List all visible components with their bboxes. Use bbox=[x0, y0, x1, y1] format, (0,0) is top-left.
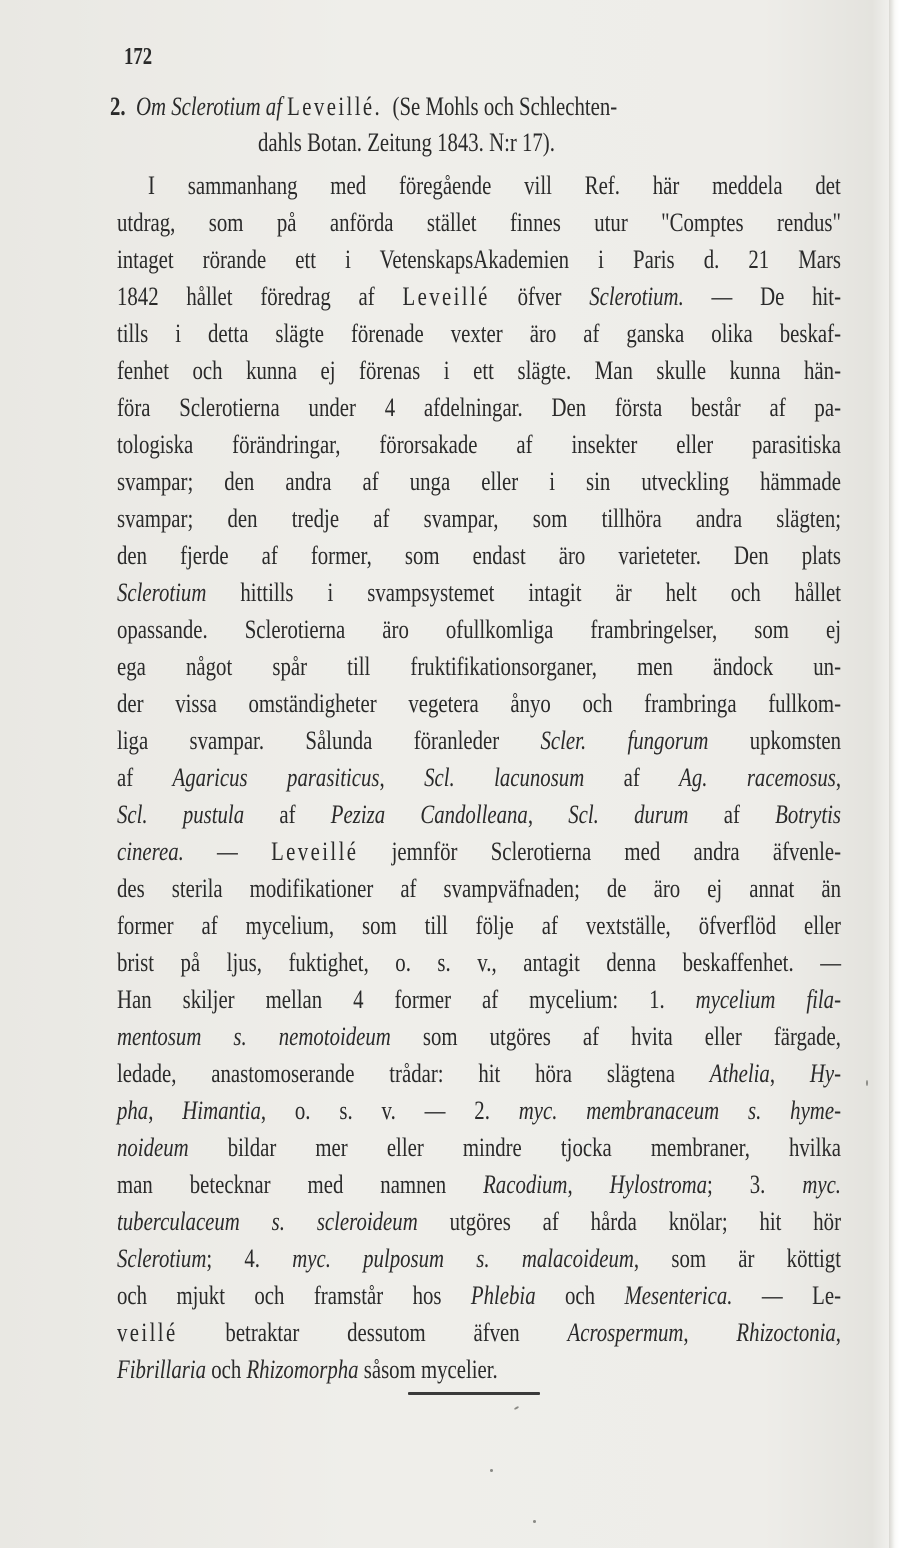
text-line: Han skiljer mellan 4 former af mycelium: 1. mycelium fila- bbox=[117, 985, 841, 1014]
section-heading-line-1 bbox=[110, 92, 790, 122]
text-line: Sclerotium hittills i svampsystemet intagit är helt och hållet bbox=[117, 578, 842, 607]
text-line: noideum bildar mer eller mindre tjocka membraner, hvilka bbox=[117, 1133, 841, 1162]
section-title-af: af bbox=[265, 92, 282, 121]
text-line: der vissa omständigheter vegetera ånyo och frambringa fullkom- bbox=[117, 689, 841, 718]
text-line: svampar; den andra af unga eller i sin utveckling hämmade bbox=[117, 467, 841, 496]
section-title: Om Sclerotium bbox=[136, 92, 261, 121]
text-line: man betecknar med namnen Racodium, Hylostroma; 3. myc. bbox=[117, 1170, 842, 1199]
section-number: 2. bbox=[110, 92, 126, 121]
text-line: tills i detta slägte förenade vexter äro af ganska olika beskaf- bbox=[117, 319, 841, 348]
paper-speck bbox=[866, 1080, 868, 1086]
page-edge bbox=[889, 0, 899, 1548]
text-line: former af mycelium, som till följe af vextställe, öfverflöd eller bbox=[117, 911, 841, 940]
text-line: des sterila modifikationer af svampväfnaden; de äro ej annat än bbox=[117, 874, 841, 903]
text-line: fenhet och kunna ej förenas i ett slägte. Man skulle kunna hän- bbox=[117, 356, 841, 385]
paper-speck bbox=[514, 1406, 519, 1410]
text-line: veillé betraktar dessutom äfven Acrospermum, Rhizoctonia, bbox=[117, 1318, 841, 1347]
text-line: tuberculaceum s. scleroideum utgöres af hårda knölar; hit hör bbox=[117, 1207, 841, 1236]
text-line: liga svampar. Sålunda föranleder Scler. fungorum upkomsten bbox=[117, 726, 841, 755]
paper-speck bbox=[490, 1469, 493, 1472]
text-line: mentosum s. nemotoideum som utgöres af hvita eller färgade, bbox=[117, 1022, 841, 1051]
text-line: tologiska förändringar, förorsakade af insekter eller parasitiska bbox=[117, 430, 841, 459]
section-heading-line-2: dahls Botan. Zeitung 1843. N:r 17). bbox=[258, 128, 555, 157]
text-line: intaget rörande ett i VetenskapsAkademien i Paris d. 21 Mars bbox=[117, 245, 841, 274]
text-line: pha, Himantia, o. s. v. — 2. myc. membranaceum s. hyme- bbox=[117, 1096, 841, 1125]
text-line: Scl. pustula af Peziza Candolleana, Scl. durum af Botrytis bbox=[117, 800, 841, 829]
text-line: ledade, anastomoserande trådar: hit höra slägtena Athelia, Hy- bbox=[117, 1059, 842, 1088]
text-line: den fjerde af former, som endast äro varieteter. Den plats bbox=[117, 541, 841, 570]
text-line: opassande. Sclerotierna äro ofullkomliga frambringelser, som ej bbox=[117, 615, 841, 644]
text-line: 1842 hållet föredrag af Leveillé öfver Sclerotium. — De hit- bbox=[117, 282, 841, 311]
author-name: Leveillé. bbox=[287, 92, 383, 121]
paper-speck bbox=[533, 1520, 536, 1523]
text-line: Sclerotium; 4. myc. pulposum s. malacoideum, som är köttigt bbox=[117, 1244, 841, 1273]
text-line: af Agaricus parasiticus, Scl. lacunosum af Ag. racemosus, bbox=[117, 763, 842, 792]
text-line: cinerea. — Leveillé jemnför Sclerotierna med andra äfvenle- bbox=[117, 837, 842, 866]
page-number: 172 bbox=[124, 44, 153, 70]
text-line: utdrag, som på anförda stället finnes utur "Comptes rendus" bbox=[117, 208, 841, 237]
text-line-last: Fibrillaria och Rhizomorpha såsom mycelier. bbox=[117, 1355, 498, 1384]
text-line: föra Sclerotierna under 4 afdelningar. Den första består af pa- bbox=[117, 393, 841, 422]
text-line: och mjukt och framstår hos Phlebia och Mesenterica. — Le- bbox=[117, 1281, 841, 1310]
reference-text: (Se Mohls och Schlechten- bbox=[392, 92, 618, 121]
text-line: ega något spår till fruktifikationsorganer, men ändock un- bbox=[117, 652, 841, 681]
text-line: brist på ljus, fuktighet, o. s. v., antagit denna beskaffenhet. — bbox=[117, 948, 841, 977]
text-line: svampar; den tredje af svampar, som tillhöra andra slägten; bbox=[117, 504, 841, 533]
text-line: I sammanhang med föregående vill Ref. här meddela det bbox=[148, 171, 841, 200]
section-end-rule bbox=[408, 1392, 540, 1395]
